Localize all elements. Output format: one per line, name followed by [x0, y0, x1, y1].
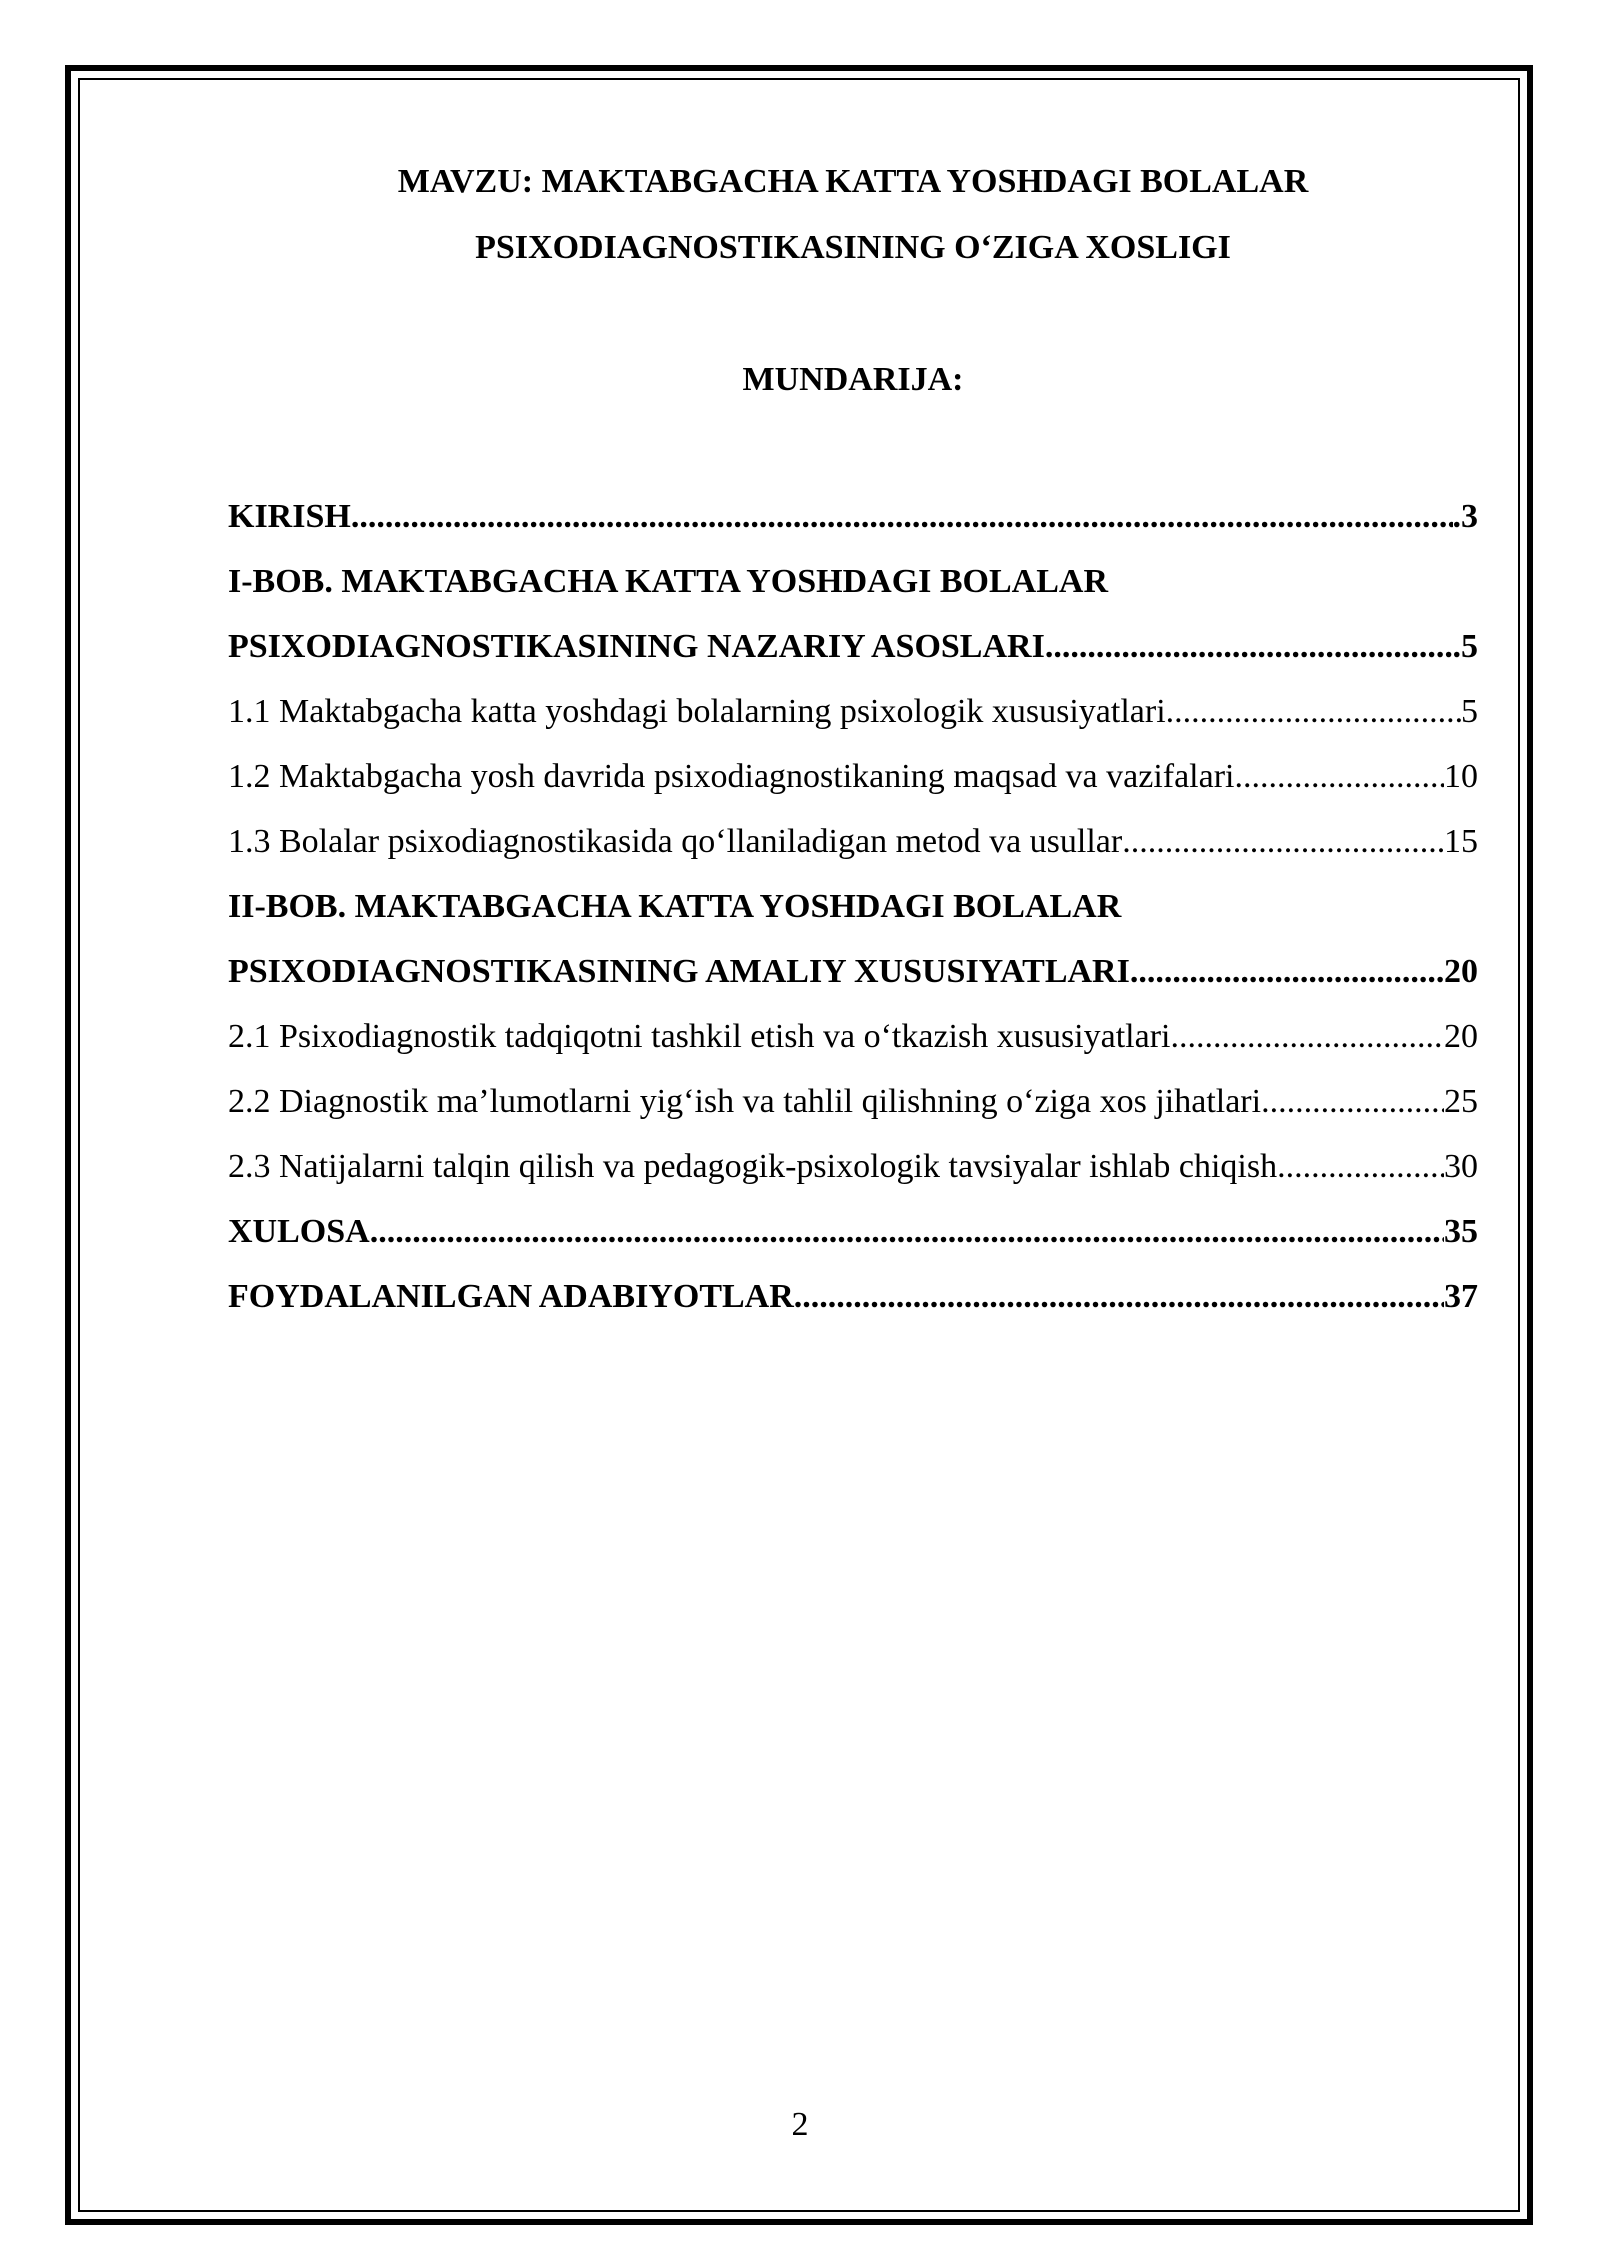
toc-entry-label: FOYDALANILGAN ADABIYOTLAR	[228, 1277, 794, 1315]
toc-entry-label: 2.3 Natijalarni talqin qilish va pedagogik-psixologik tavsiyalar ishlab chiqish	[228, 1147, 1278, 1185]
toc-entry-page: 20	[1444, 952, 1478, 990]
toc-entry-page: 15	[1444, 822, 1478, 860]
toc-entry-page: 10	[1444, 757, 1478, 795]
toc-entry-label: XULOSA	[228, 1212, 370, 1250]
toc-entry-page: .3	[1452, 497, 1478, 535]
toc-leader-dots	[794, 1278, 1444, 1316]
toc-entry-label: II-BOB. MAKTABGACHA KATTA YOSHDAGI BOLALAR	[228, 887, 1122, 925]
toc-leader-dots	[1170, 1018, 1444, 1056]
toc-entry-section-2-3	[228, 1134, 1478, 1199]
toc-entry-section-2-2	[228, 1069, 1478, 1134]
toc-entry-page: 37	[1444, 1277, 1478, 1315]
contents-heading: MUNDARIJA:	[742, 361, 964, 398]
toc-leader-dots	[1122, 823, 1444, 861]
toc-entry-label: 1.2 Maktabgacha yosh davrida psixodiagnostikaning maqsad va vazifalari	[228, 757, 1235, 795]
toc-entry-label: KIRISH	[228, 497, 351, 535]
toc-entry-section-1-3	[228, 809, 1478, 874]
document-title-line-1: MAVZU: MAKTABGACHA KATTA YOSHDAGI BOLALAR	[397, 163, 1309, 200]
toc-entry-label: 2.2 Diagnostik ma’lumotlarni yig‘ish va tahlil qilishning o‘ziga xos jihatlari	[228, 1082, 1262, 1120]
toc-entry-page: 20	[1444, 1017, 1478, 1055]
toc-entry-label: I-BOB. MAKTABGACHA KATTA YOSHDAGI BOLALAR	[228, 562, 1109, 600]
toc-entry-chapter-1-line-2	[228, 614, 1478, 679]
toc-leader-dots	[1277, 1148, 1444, 1186]
toc-entry-label: 2.1 Psixodiagnostik tadqiqotni tashkil etish va o‘tkazish xususiyatlari	[228, 1017, 1171, 1055]
toc-leader-dots	[351, 498, 1453, 536]
toc-entry-page: 25	[1444, 1082, 1478, 1120]
toc-leader-dots	[370, 1213, 1444, 1251]
toc-entry-label: PSIXODIAGNOSTIKASINING AMALIY XUSUSIYATLARI	[228, 952, 1130, 990]
page-number: 2	[791, 2106, 809, 2143]
toc-entry-xulosa	[228, 1199, 1478, 1264]
toc-entry-section-2-1	[228, 1004, 1478, 1069]
toc-entry-chapter-2-line-1	[228, 874, 1478, 939]
document-title-line-2: PSIXODIAGNOSTIKASINING O‘ZIGA XOSLIGI	[475, 229, 1231, 266]
toc-entry-chapter-1-line-1	[228, 549, 1478, 614]
toc-entry-label: PSIXODIAGNOSTIKASINING NAZARIY ASOSLARI	[228, 627, 1045, 665]
toc-entry-section-1-2	[228, 744, 1478, 809]
toc-leader-dots	[1045, 628, 1453, 666]
toc-entry-label: 1.1 Maktabgacha katta yoshdagi bolalarning psixologik xususiyatlari	[228, 692, 1166, 730]
toc-entry-label: 1.3 Bolalar psixodiagnostikasida qo‘llaniladigan metod va usullar	[228, 822, 1123, 860]
toc-entry-page: 5	[1461, 692, 1478, 730]
toc-leader-dots	[1130, 953, 1444, 991]
toc-leader-dots	[1166, 693, 1461, 731]
toc-entry-kirish	[228, 484, 1478, 549]
toc-entry-chapter-2-line-2	[228, 939, 1478, 1004]
toc-leader-dots	[1261, 1083, 1444, 1121]
toc-entry-page: 35	[1444, 1212, 1478, 1250]
toc-entry-page: 30	[1444, 1147, 1478, 1185]
toc-entry-references	[228, 1264, 1478, 1329]
toc-leader-dots	[1235, 758, 1445, 796]
toc-entry-page: .5	[1452, 627, 1478, 665]
table-of-contents	[228, 484, 1478, 1329]
toc-entry-section-1-1	[228, 679, 1478, 744]
